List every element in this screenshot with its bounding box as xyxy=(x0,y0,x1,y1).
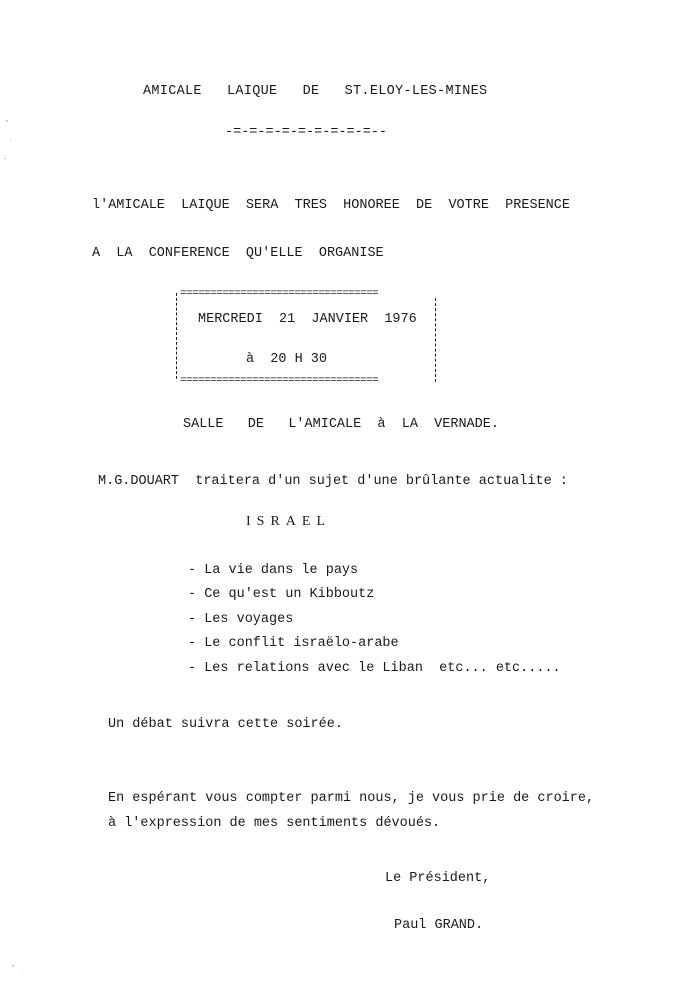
date-box-top-border: ================================= xyxy=(180,289,379,300)
closing-line-2: à l'expression de mes sentiments dévoués. xyxy=(108,816,441,831)
list-item: - Les relations avec le Liban etc... etc..... xyxy=(188,660,561,676)
document-heading: AMICALE LAIQUE DE ST.ELOY-LES-MINES xyxy=(143,84,488,99)
scan-speck xyxy=(22,970,23,971)
event-date-box xyxy=(176,289,438,385)
list-item: - Le conflit israëlo-arabe xyxy=(188,636,399,652)
list-item: - Les voyages xyxy=(188,611,294,627)
signature-title: Le Président, xyxy=(385,871,491,886)
event-venue: SALLE DE L'AMICALE à LA VERNADE. xyxy=(183,417,499,432)
event-date: MERCREDI 21 JANVIER 1976 xyxy=(198,312,417,327)
conference-subject: ISRAEL xyxy=(246,514,331,529)
scan-speck xyxy=(10,140,11,141)
date-box-left-border xyxy=(176,293,177,379)
date-box-right-border xyxy=(435,298,436,382)
signature-name: Paul GRAND. xyxy=(394,918,484,933)
scan-speck xyxy=(12,965,14,967)
event-time: à 20 H 30 xyxy=(246,352,328,367)
list-item: - Ce qu'est un Kibboutz xyxy=(188,587,375,603)
invitation-line-2: A LA CONFERENCE QU'ELLE ORGANISE xyxy=(92,246,384,261)
heading-underline-rule: -=-=-=-=-=-=-=-=-=-- xyxy=(225,125,388,140)
list-item: - La vie dans le pays xyxy=(188,563,359,578)
scan-speck xyxy=(4,158,6,159)
topics-list xyxy=(188,562,561,684)
closing-line-1: En espérant vous compter parmi nous, je vous prie de croire, xyxy=(108,791,595,806)
speaker-line: M.G.DOUART traitera d'un sujet d'une brûlante actualite : xyxy=(98,474,568,489)
debate-notice: Un débat suivra cette soirée. xyxy=(108,717,343,732)
scan-speck xyxy=(6,120,8,122)
date-box-bottom-border: ================================= xyxy=(180,376,379,387)
invitation-line-1: l'AMICALE LAIQUE SERA TRES HONOREE DE VOTRE PRESENCE xyxy=(92,198,570,213)
